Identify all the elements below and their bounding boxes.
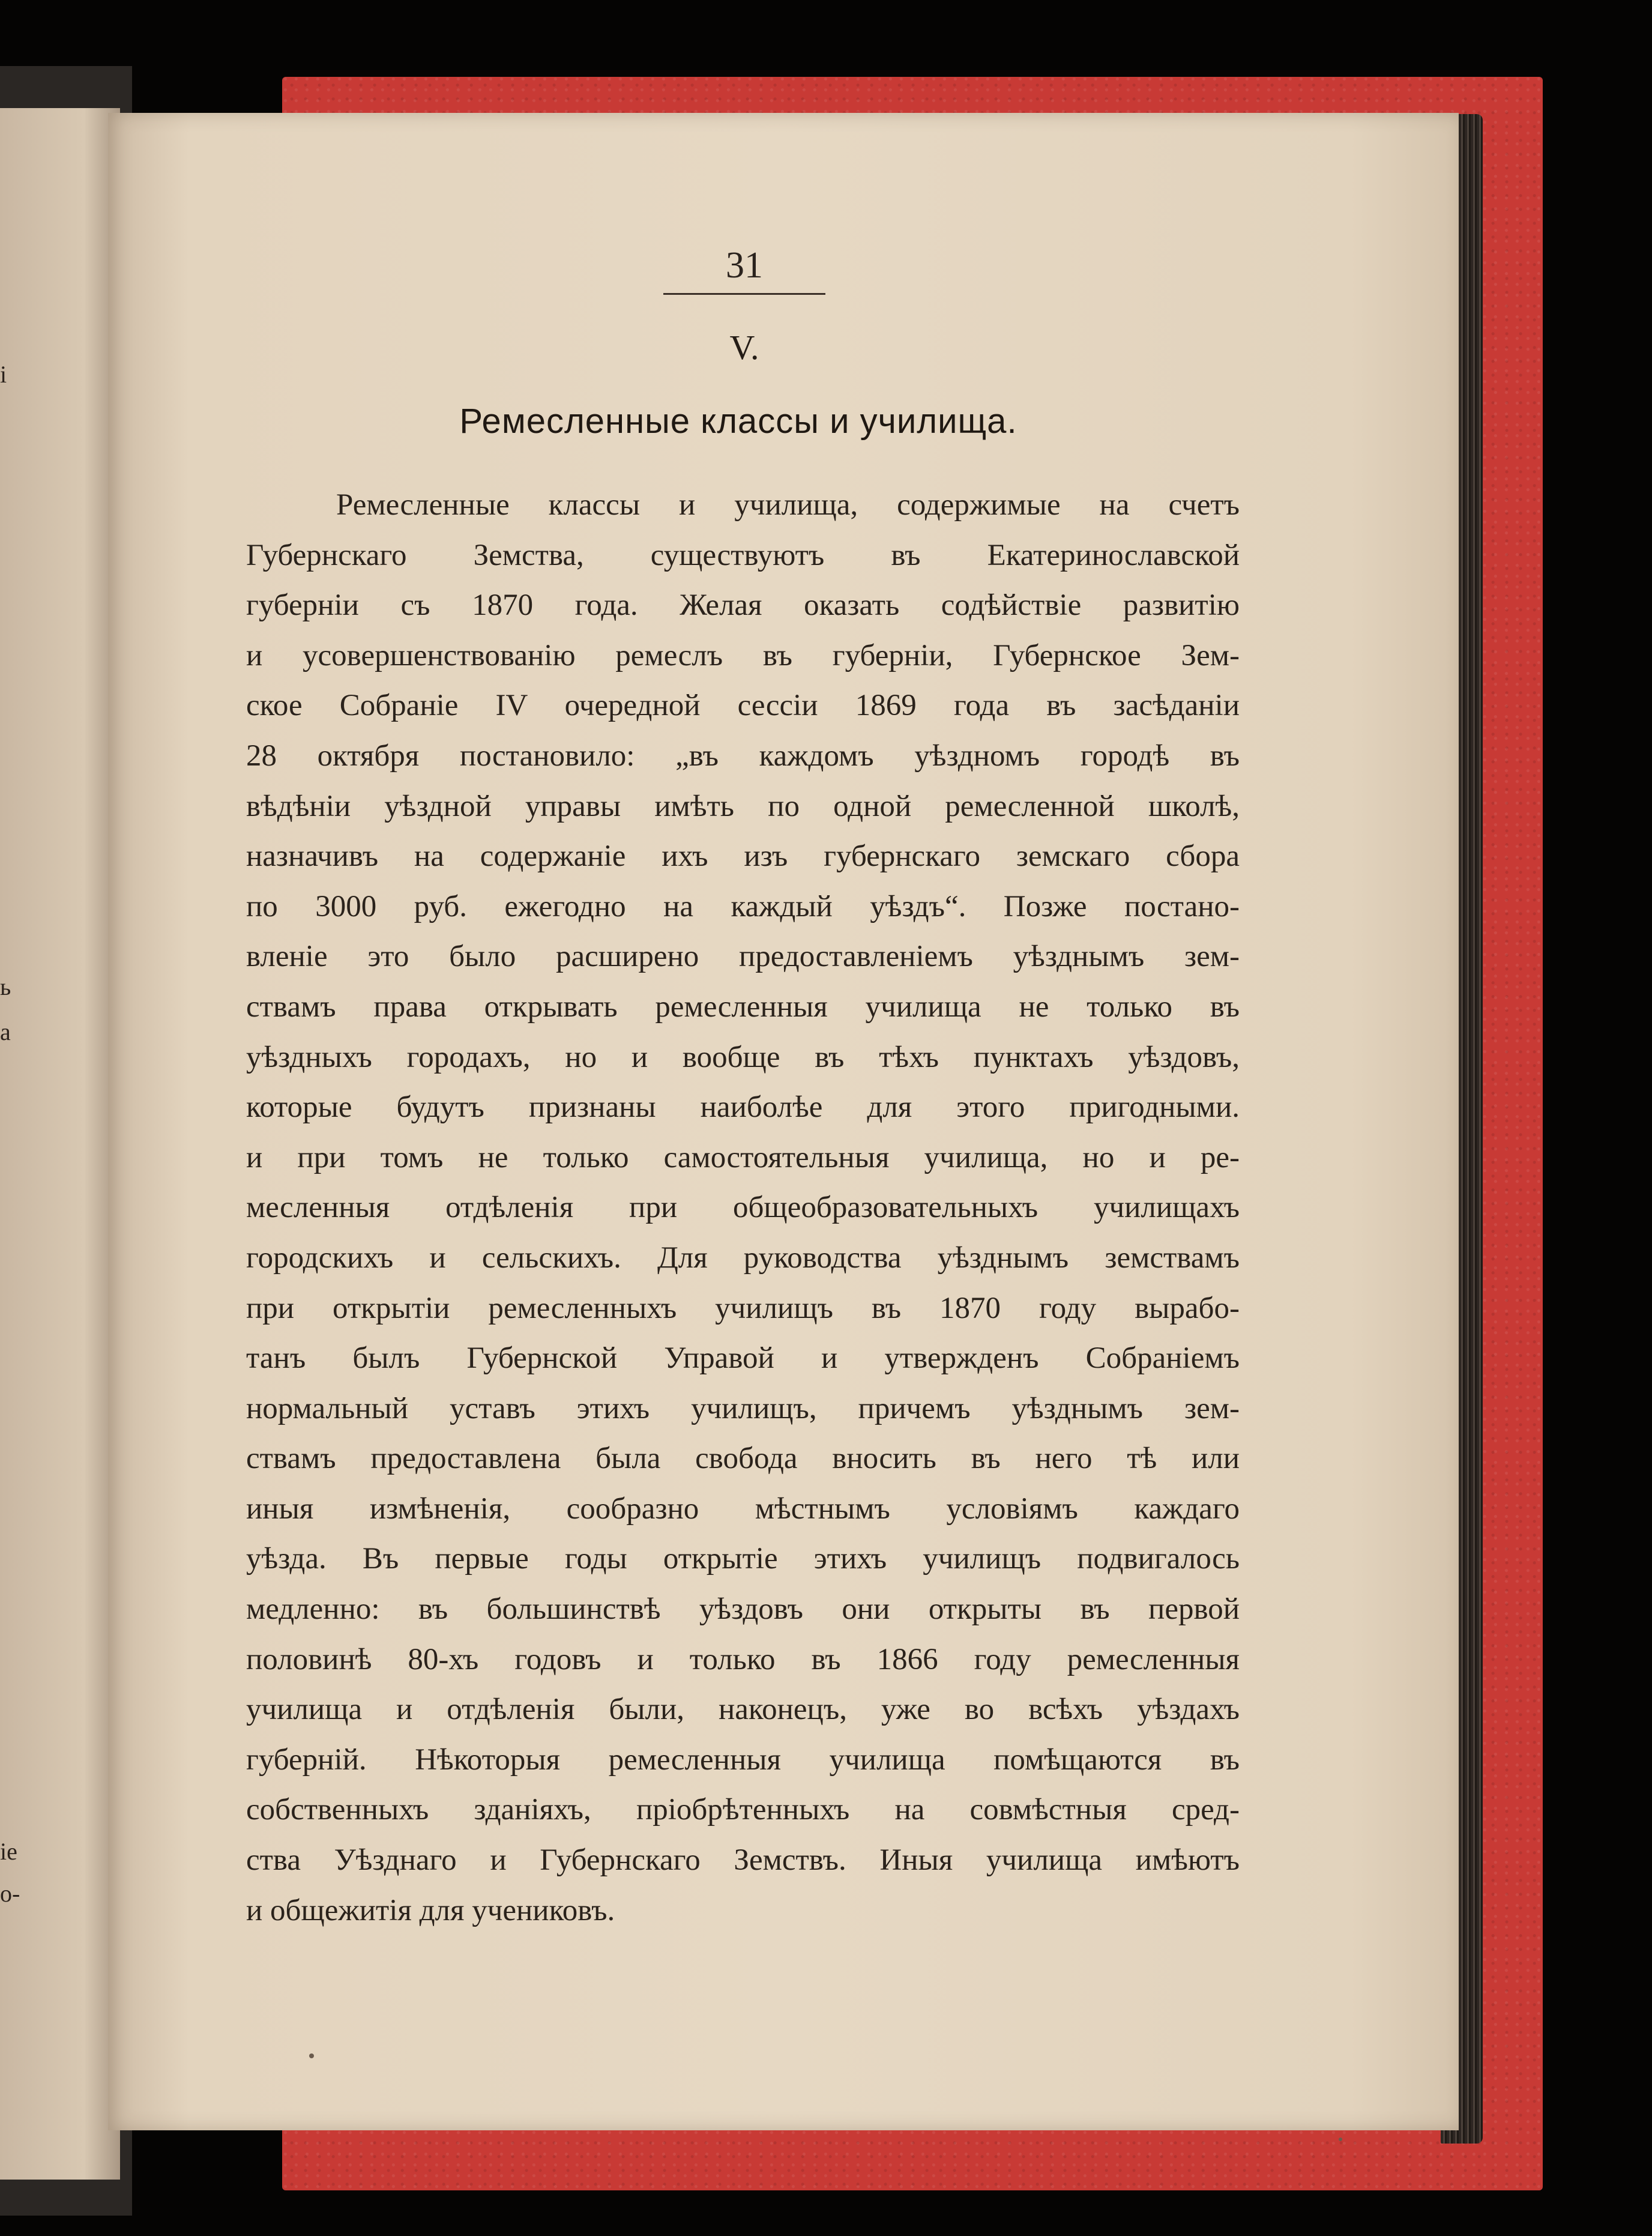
text-line: вленіе это было расширено предоставленіемъ уѣзднымъ зем-	[246, 940, 1240, 974]
text-line: иныя измѣненія, сообразно мѣстнымъ условіямъ каждаго	[246, 1491, 1240, 1526]
text-line: назначивъ на содержаніе ихъ изъ губернскаго земскаго сбора	[246, 839, 1240, 874]
text-line: губерній. Нѣкоторыя ремесленныя училища помѣщаются въ	[246, 1742, 1240, 1777]
text-line: городскихъ и сельскихъ. Для руководства уѣзднымъ земствамъ	[246, 1240, 1240, 1275]
text-line: губерніи съ 1870 года. Желая оказать содѣйствіе развитію	[246, 588, 1240, 623]
paper-speck	[1339, 2138, 1342, 2141]
text-line: которые будутъ признаны наиболѣе для этого пригодными.	[246, 1090, 1240, 1125]
previous-page	[0, 108, 120, 2180]
text-line: Ремесленные классы и училища, содержимые на счетъ	[336, 488, 1240, 522]
text-line: собственныхъ зданіяхъ, пріобрѣтенныхъ на совмѣстныя сред-	[246, 1793, 1240, 1827]
text-line: уѣздныхъ городахъ, но и вообще въ тѣхъ пунктахъ уѣздовъ,	[246, 1040, 1240, 1074]
left-page-fragment: ie	[0, 1838, 17, 1865]
text-line: ствамъ права открывать ремесленныя училища не только въ	[246, 990, 1240, 1024]
text-line: и при томъ не только самостоятельныя училища, но и ре-	[246, 1140, 1240, 1174]
text-line: ства Уѣзднаго и Губернскаго Земствъ. Иныя училища имѣютъ	[246, 1843, 1240, 1878]
text-line: танъ былъ Губернской Управой и утвержденъ Собраніемъ	[246, 1341, 1240, 1376]
text-line: 28 октября постановило: „въ каждомъ уѣздномъ городѣ въ	[246, 739, 1240, 773]
section-number: V.	[729, 328, 759, 367]
text-line: при открытіи ремесленныхъ училищъ въ 1870 году вырабо-	[246, 1291, 1240, 1325]
text-line: вѣдѣніи уѣздной управы имѣть по одной ремесленной школѣ,	[246, 789, 1240, 823]
header-rule	[663, 293, 825, 295]
text-line: и усовершенствованію ремеслъ въ губерніи, Губернское Зем-	[246, 638, 1240, 672]
text-line: нормальный уставъ этихъ училищъ, причемъ уѣзднымъ зем-	[246, 1391, 1240, 1425]
left-page-fragment: i	[0, 361, 7, 388]
text-line: уѣзда. Въ первые годы открытіе этихъ училищъ подвигалось	[246, 1542, 1240, 1576]
text-line: половинѣ 80-хъ годовъ и только въ 1866 году ремесленныя	[246, 1642, 1240, 1676]
paper-speck	[309, 2053, 314, 2058]
text-line: Губернскаго Земства, существуютъ въ Екатеринославской	[246, 538, 1240, 572]
section-heading: Ремесленные классы и училища.	[459, 402, 1017, 441]
text-line: месленныя отдѣленія при общеобразовательныхъ училищахъ	[246, 1191, 1240, 1225]
body-text	[246, 480, 1240, 1936]
left-page-fragment: о-	[0, 1880, 20, 1907]
page-number: 31	[726, 245, 763, 286]
left-page-fragment: а	[0, 1018, 11, 1045]
text-line: ское Собраніе IV очередной сессіи 1869 года въ засѣданіи	[246, 689, 1240, 723]
text-line: медленно: въ большинствѣ уѣздовъ они открыты въ первой	[246, 1592, 1240, 1627]
text-line: по 3000 руб. ежегодно на каждый уѣздъ“. Позже постано-	[246, 889, 1240, 923]
text-line: и общежитія для учениковъ.	[246, 1893, 615, 1927]
text-line: училища и отдѣленія были, наконецъ, уже во всѣхъ уѣздахъ	[246, 1693, 1240, 1727]
text-line: ствамъ предоставлена была свобода вносить въ него тѣ или	[246, 1442, 1240, 1476]
left-page-fragment: ь	[0, 973, 11, 1000]
